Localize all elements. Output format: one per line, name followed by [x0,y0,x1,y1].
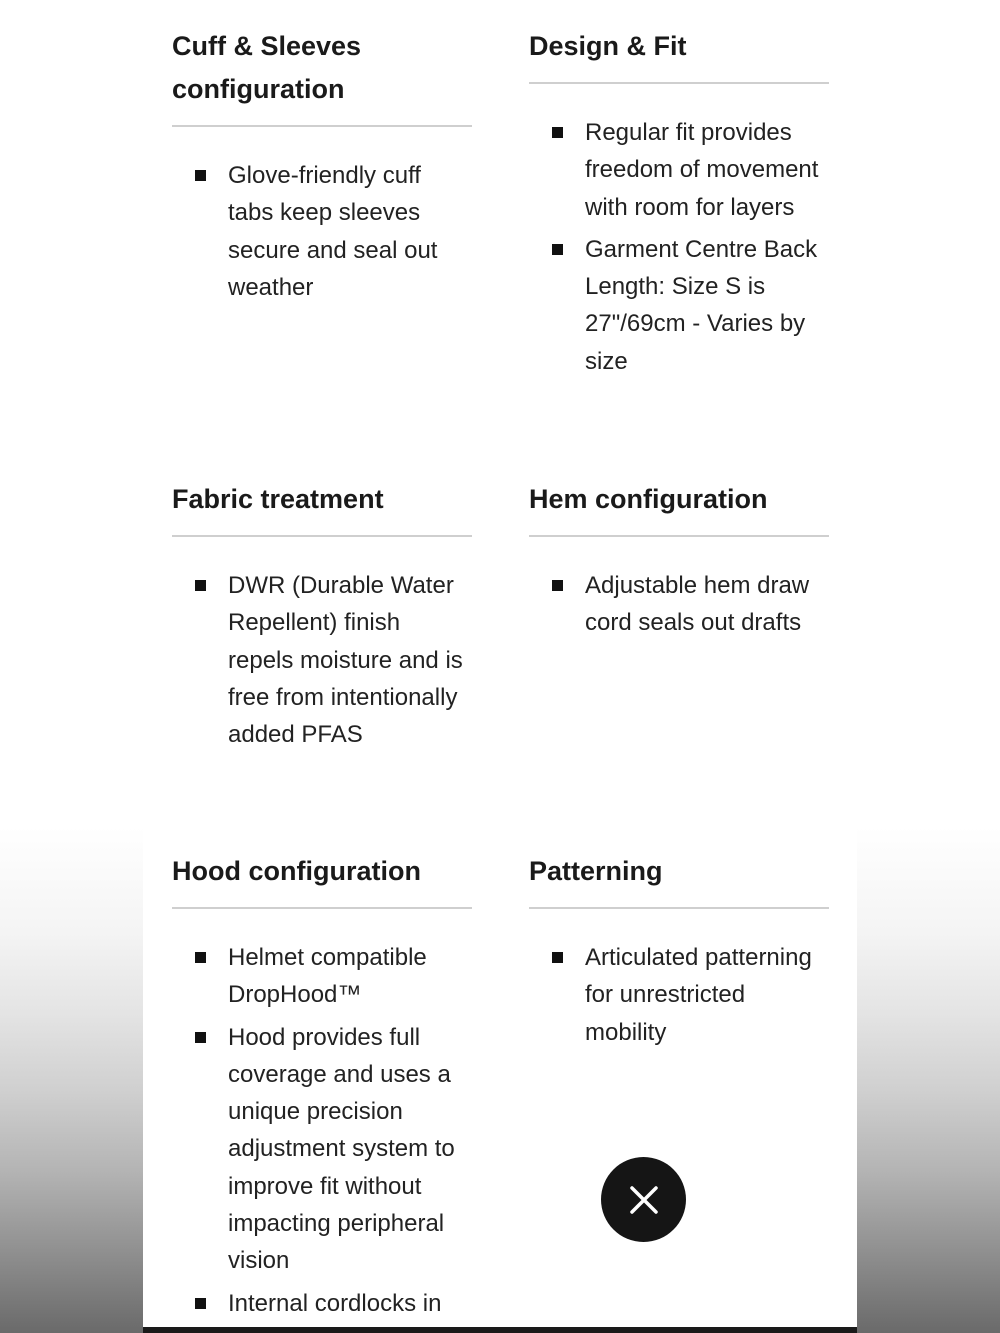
list-item [585,939,829,1051]
bullet-square-icon [552,244,563,255]
section-title: Design & Fit [529,25,829,84]
list-item [228,567,472,753]
feature-list [529,114,829,380]
list-item-text: Internal cordlocks in [228,1289,442,1317]
product-details-panel [143,0,857,1333]
bottom-bar [143,1327,857,1333]
section-hood-configuration [172,850,472,1327]
section-title: Patterning [529,850,829,909]
list-item-text: Helmet compatible DropHood™ [228,944,427,1009]
section-cuff-sleeves [172,25,472,311]
bullet-square-icon [195,170,206,181]
bullet-square-icon [552,580,563,591]
section-design-fit [529,25,829,385]
list-item-text: Hood provides full coverage and uses a unique precision adjustment system to improve fit without impacting peripheral vision [228,1023,455,1275]
list-item-text: Adjustable hem draw cord seals out drafts [585,572,810,637]
list-item [585,231,829,380]
list-item-text: Glove-friendly cuff tabs keep sleeves secure and seal out weather [228,162,438,301]
section-title: Cuff & Sleeves configuration [172,25,472,127]
section-hem-configuration [529,478,829,647]
list-item-text: Articulated patterning for unrestricted mobility [585,944,812,1046]
feature-list [172,157,472,306]
bullet-square-icon [552,952,563,963]
bullet-square-icon [195,1032,206,1043]
list-item-text: Garment Centre Back Length: Size S is 27"/69cm - Varies by size [585,235,818,375]
section-fabric-treatment [172,478,472,758]
list-item [228,1019,472,1280]
list-item-text: Regular fit provides freedom of movement with room for layers [585,119,819,221]
close-button[interactable] [601,1157,686,1242]
bullet-square-icon [195,1298,206,1309]
feature-list [529,567,829,642]
list-item [585,567,829,642]
bullet-square-icon [552,127,563,138]
feature-list [172,567,472,753]
feature-list [172,939,472,1322]
section-title: Hem configuration [529,478,829,537]
bullet-square-icon [195,952,206,963]
list-item [585,114,829,226]
close-icon [628,1184,660,1216]
section-title: Fabric treatment [172,478,472,537]
section-title: Hood configuration [172,850,472,909]
section-patterning [529,850,829,1056]
list-item [228,939,472,1014]
bullet-square-icon [195,580,206,591]
list-item [228,1285,472,1322]
list-item-text: DWR (Durable Water Repellent) finish repels moisture and is free from intentionally added PFAS [228,572,463,749]
list-item [228,157,472,306]
feature-list [529,939,829,1051]
